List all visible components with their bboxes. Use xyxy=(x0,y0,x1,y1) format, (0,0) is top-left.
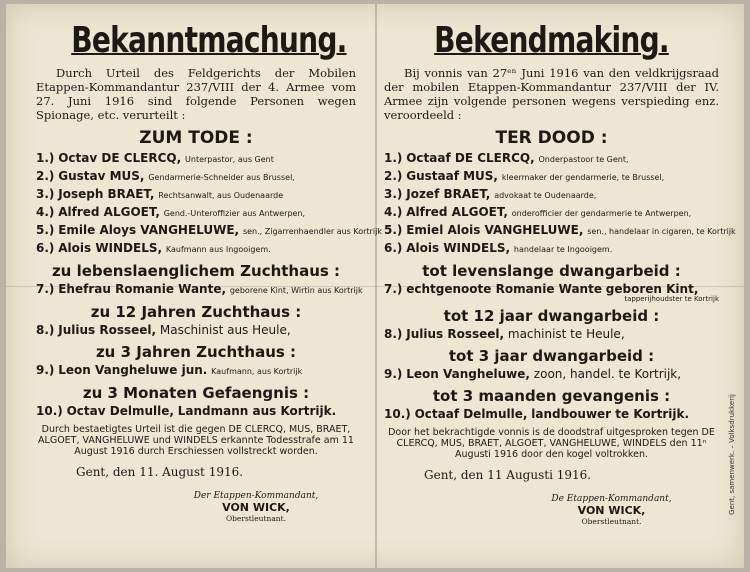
german-entry-7: 7.) Ehefrau Romanie Wante, geborene Kint, Wirtin aus Kortrijk xyxy=(36,282,363,296)
de-entry-1: 1.) Octav DE CLERCQ, Unterpastor, aus Gent xyxy=(36,151,274,165)
german-entry-10: 10.) Octav Delmulle, Landmann aus Kortrijk. xyxy=(36,404,337,418)
german-death-list xyxy=(36,150,382,258)
dutch-signature xyxy=(504,494,719,526)
de-entry-3: 3.) Joseph BRAET, Rechtsanwalt, aus Oudenaarde xyxy=(36,187,284,201)
german-column xyxy=(36,4,382,568)
german-sig-rank: Oberstleutnant. xyxy=(225,514,287,523)
german-life-heading: zu lebenslaenglichem Zuchthaus : xyxy=(51,262,341,280)
nl-entry-6: 6.) Alois WINDELS, handelaar te Ingooigem. xyxy=(384,241,613,255)
dutch-entry-7: 7.) echtgenoote Romanie Wante geboren Kint, xyxy=(384,282,699,296)
nl-entry-2: 2.) Gustaaf MUS, kleermaker der gendarmerie, te Brussel, xyxy=(384,169,665,183)
dutch-entry-10: 10.) Octaaf Delmulle, landbouwer te Kortrijk. xyxy=(384,407,689,421)
de-entry-2: 2.) Gustav MUS, Gendarmerie-Schneider aus Brussel, xyxy=(36,169,295,183)
german-title: Bekanntmachung. xyxy=(71,20,347,61)
de-entry-6: 6.) Alois WINDELS, Kaufmann aus Ingooigem. xyxy=(36,241,271,255)
dutch-life-note: tapperijhoudster te Kortrijk xyxy=(624,295,719,303)
german-entry-9: 9.) Leon Vangheluwe jun. Kaufmann, aus Kortrijk xyxy=(36,363,303,377)
dutch-death-heading: TER DOOD : xyxy=(495,128,608,148)
dutch-twelve-heading: tot 12 jaar dwangarbeid : xyxy=(443,307,660,325)
nl-entry-1: 1.) Octaaf DE CLERCQ, Onderpastoor te Gent, xyxy=(384,151,629,165)
de-entry-5: 5.) Emile Aloys VANGHELUWE, sen., Zigarrenhaendler aus Kortrijk xyxy=(36,223,382,237)
german-twelve-heading: zu 12 Jahren Zuchthaus : xyxy=(90,303,302,321)
dutch-closing: Door het bekrachtigde vonnis is de doodstraf uitgesproken tegen DE CLERCQ, MUS, BRAET, ALGOET, VANGHELUWE, WINDELS den 11ⁿ Augusti 1916 door den kogel voltrokken. xyxy=(388,427,715,460)
dutch-death-list xyxy=(384,150,736,258)
printer-side-text: Gent, samenwerk. – Volksdrukkerij xyxy=(728,394,736,515)
german-sig-name: VON WICK, xyxy=(222,501,290,514)
nl-entry-3: 3.) Jozef BRAET, advokaat te Oudenaarde, xyxy=(384,187,597,201)
german-sig-role: Der Etappen-Kommandant, xyxy=(193,491,319,501)
german-signature xyxy=(156,491,356,523)
nl-entry-4: 4.) Alfred ALGOET, onderofficier der gendarmerie te Antwerpen, xyxy=(384,205,692,219)
dutch-life-heading: tot levenslange dwangarbeid : xyxy=(422,262,681,280)
dutch-sig-role: De Etappen-Kommandant, xyxy=(551,494,672,504)
poster xyxy=(6,4,744,568)
german-entry-8: 8.) Julius Rosseel, Maschinist aus Heule, xyxy=(36,323,291,337)
german-closing: Durch bestaetigtes Urteil ist die gegen DE CLERCQ, MUS, BRAET, ALGOET, VANGHELUWE und WINDELS erkannte Todesstrafe am 11 August 1916 durch Erschiessen vollstreckt worden. xyxy=(38,424,354,457)
dutch-months-heading: tot 3 maanden gevangenis : xyxy=(432,387,671,405)
german-death-heading: ZUM TODE : xyxy=(139,128,253,148)
nl-entry-5: 5.) Emiel Alois VANGHELUWE, sen., handelaar in cigaren, te Kortrijk xyxy=(384,223,736,237)
german-months-heading: zu 3 Monaten Gefaengnis : xyxy=(82,384,310,402)
dutch-sig-name: VON WICK, xyxy=(577,504,646,517)
de-entry-4: 4.) Alfred ALGOET, Gend.-Unteroffizier aus Antwerpen, xyxy=(36,205,306,219)
dutch-intro: Bij vonnis van 27ᵉⁿ Juni 1916 van den veldkrijgsraad der mobilen Etappen-Kommandantur 237/VIII der IV. Armee zijn volgende personen wegens verspieding enz. veroordeeld : xyxy=(384,66,719,122)
german-dateline: Gent, den 11. August 1916. xyxy=(76,465,244,479)
dutch-three-heading: tot 3 jaar dwangarbeid : xyxy=(448,347,655,365)
german-intro: Durch Urteil des Feldgerichts der Mobilen Etappen-Kommandantur 237/VIII der 4. Armee vom 27. Juni 1916 sind folgende Personen wegen Spionage, etc. verurteilt : xyxy=(36,66,356,122)
dutch-dateline: Gent, den 11 Augusti 1916. xyxy=(424,468,592,482)
dutch-title: Bekendmaking. xyxy=(434,20,669,61)
dutch-sig-rank: Oberstleutnant. xyxy=(581,517,642,526)
dutch-entry-8: 8.) Julius Rosseel, machinist te Heule, xyxy=(384,327,625,341)
dutch-entry-9: 9.) Leon Vangheluwe, zoon, handel. te Kortrijk, xyxy=(384,367,682,381)
german-three-heading: zu 3 Jahren Zuchthaus : xyxy=(95,343,297,361)
